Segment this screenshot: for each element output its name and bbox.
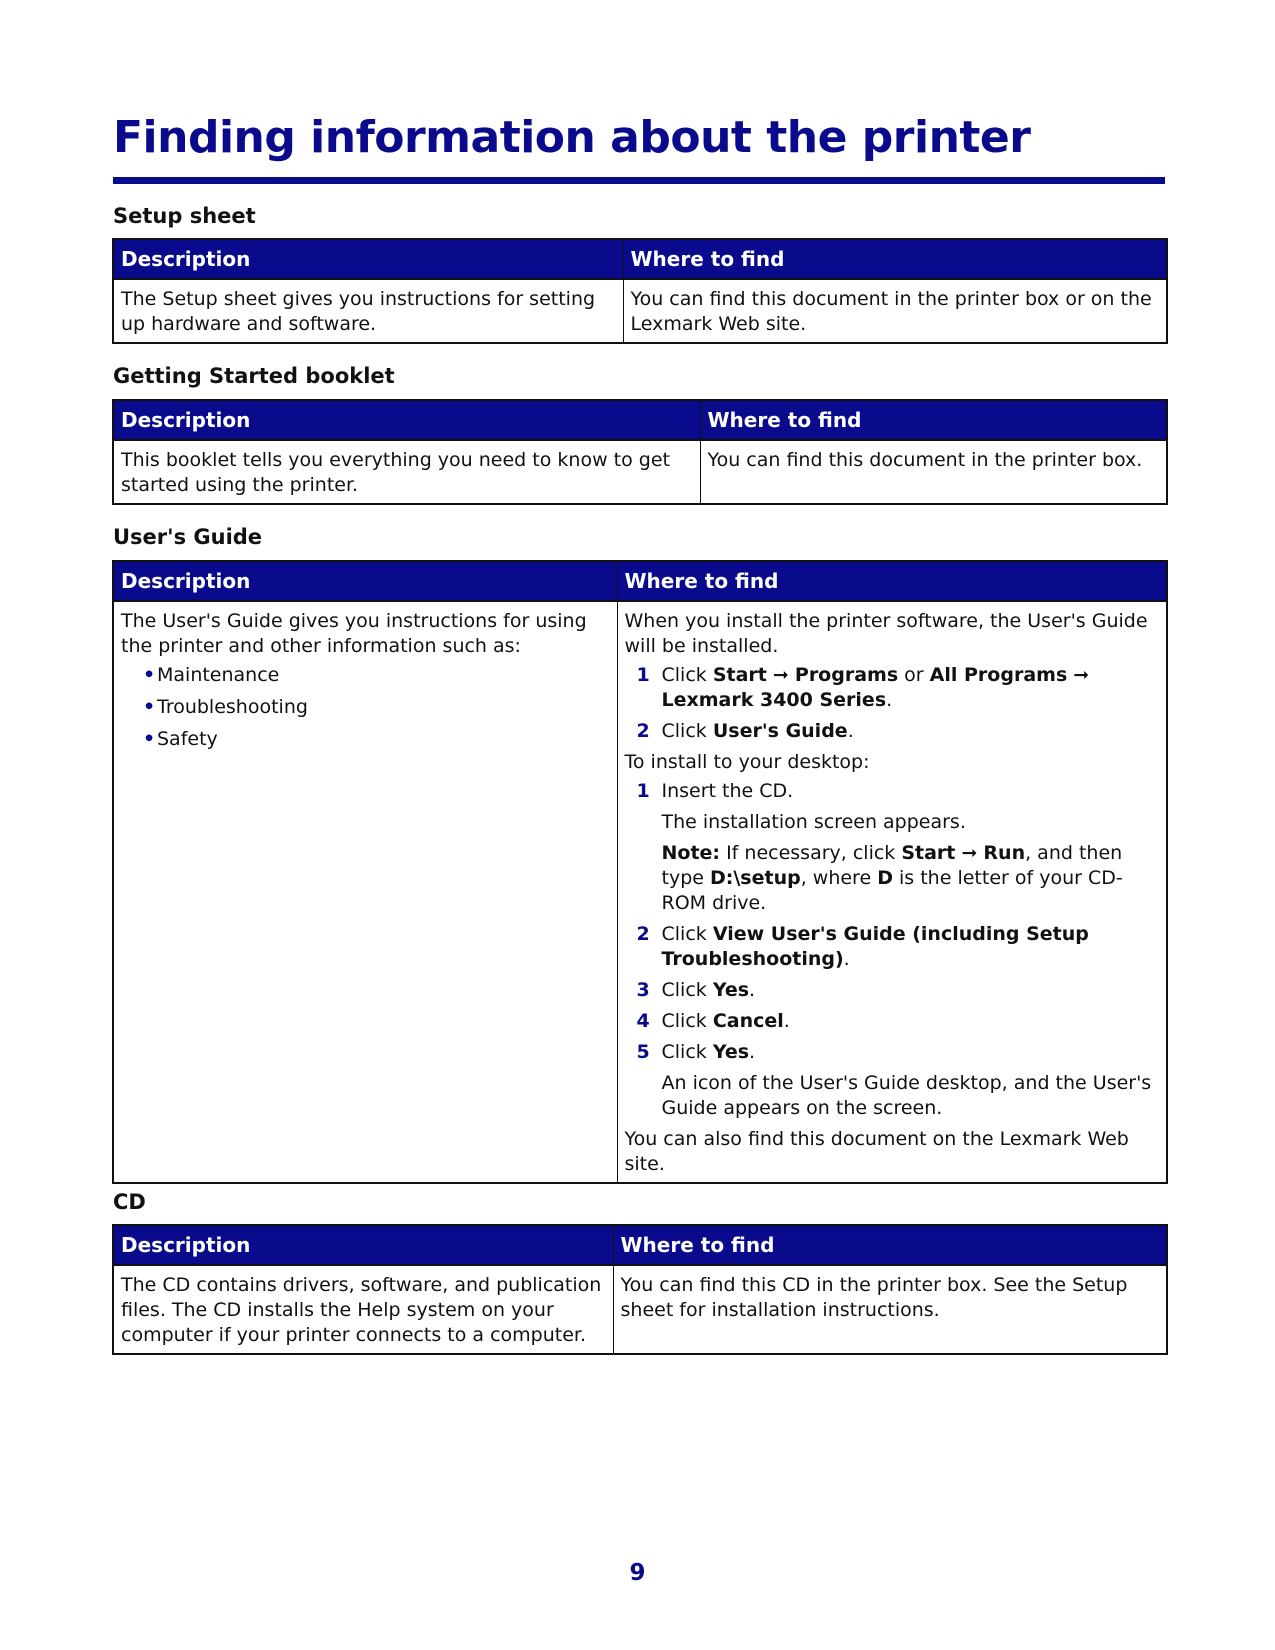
text-run: desktop, and the bbox=[919, 1072, 1093, 1094]
step-item bbox=[625, 663, 1160, 713]
ui-term-programs: Programs bbox=[794, 664, 899, 686]
arrow-right-icon: ➞ bbox=[772, 664, 789, 686]
topics-list bbox=[121, 663, 610, 752]
note bbox=[662, 841, 1160, 916]
setup-sheet-table bbox=[112, 238, 1168, 344]
text-run: . bbox=[886, 689, 893, 711]
setup-sheet-where-cell bbox=[623, 279, 1167, 343]
users-guide-description bbox=[121, 609, 610, 659]
text-run: Click bbox=[661, 1041, 713, 1063]
ui-term-yes: Yes bbox=[712, 979, 750, 1001]
setup-sheet-description bbox=[121, 287, 616, 337]
step-number: 4 bbox=[636, 1010, 650, 1032]
text-run: . bbox=[749, 979, 756, 1001]
list-item bbox=[143, 695, 610, 720]
list-item bbox=[143, 663, 610, 688]
table-row bbox=[113, 1265, 1167, 1354]
getting-started-where: You can find this document in the printer box. bbox=[707, 449, 1143, 471]
step-number: 1 bbox=[636, 780, 650, 802]
table-header-row bbox=[113, 1225, 1167, 1265]
cd-description: The CD contains drivers, software, and publication files. The CD installs the Help system on your computer if your printer connects to a computer. bbox=[121, 1274, 602, 1346]
column-header-where-to-find: Where to find bbox=[617, 561, 1167, 601]
table-row bbox=[113, 440, 1167, 504]
text-run: sheet gives you instructions for setting up hardware and software. bbox=[121, 288, 596, 335]
text-run: Click bbox=[661, 1010, 713, 1032]
getting-started-description: This booklet tells you everything you need to know to get started using the printer. bbox=[121, 449, 670, 496]
step-item bbox=[625, 779, 1160, 916]
list-item bbox=[143, 727, 610, 752]
list-item-label: Safety bbox=[157, 728, 218, 750]
step-number: 3 bbox=[636, 979, 650, 1001]
setup-sheet-description-cell bbox=[113, 279, 623, 343]
text-run: , where bbox=[800, 867, 878, 889]
list-item-label: Troubleshooting bbox=[157, 696, 308, 718]
column-header-where-to-find: Where to find bbox=[613, 1225, 1167, 1265]
text-run: The bbox=[121, 288, 163, 310]
document-name: Setup bbox=[162, 288, 218, 310]
text-run: gives you instructions for using the printer and other information such as: bbox=[121, 610, 587, 657]
getting-started-where-cell bbox=[700, 440, 1167, 504]
desktop-install-intro: To install to your desktop: bbox=[624, 751, 870, 773]
text-run: If necessary, click bbox=[720, 842, 902, 864]
ui-term-start: Start bbox=[901, 842, 956, 864]
column-header-where-to-find: Where to find bbox=[623, 239, 1167, 279]
column-header-where-to-find: Where to find bbox=[700, 400, 1167, 440]
title-rule bbox=[113, 177, 1165, 184]
drive-letter: D bbox=[877, 867, 893, 889]
text-run: . bbox=[783, 1010, 790, 1032]
table-header-row bbox=[113, 561, 1167, 601]
note-label: Note: bbox=[661, 842, 721, 864]
section-heading-setup-sheet: Setup sheet bbox=[113, 204, 256, 228]
document-name: User's Guide bbox=[1027, 610, 1148, 632]
text-run: Click bbox=[661, 664, 713, 686]
step-number: 5 bbox=[636, 1041, 650, 1063]
users-guide-where-cell bbox=[617, 601, 1167, 1183]
text-run: , and then type bbox=[661, 842, 1123, 889]
text-run: or bbox=[898, 664, 930, 686]
text-run: Click bbox=[661, 720, 713, 742]
text-run: . bbox=[843, 948, 850, 970]
getting-started-description-cell bbox=[113, 440, 700, 504]
step-item bbox=[625, 719, 1160, 744]
desktop-steps-list bbox=[625, 779, 1160, 1121]
getting-started-table bbox=[112, 399, 1168, 505]
table-header-row bbox=[113, 239, 1167, 279]
document-name: User's Guide bbox=[661, 1072, 1152, 1119]
cd-table bbox=[112, 1224, 1168, 1355]
step-item bbox=[625, 1009, 1160, 1034]
text-run: Click bbox=[661, 979, 713, 1001]
table-header-row bbox=[113, 400, 1167, 440]
document-name: User's Guide bbox=[799, 1072, 920, 1094]
table-row bbox=[113, 601, 1167, 1183]
arrow-right-icon: ➞ bbox=[1073, 664, 1090, 686]
text-run: Click bbox=[661, 923, 713, 945]
step-number: 1 bbox=[636, 664, 650, 686]
section-heading-users-guide: User's Guide bbox=[113, 525, 263, 549]
list-item-label: Maintenance bbox=[157, 664, 280, 686]
arrow-right-icon: ➞ bbox=[961, 842, 978, 864]
bullet-icon: • bbox=[143, 728, 156, 750]
text-run: The bbox=[121, 610, 163, 632]
ui-term-all-programs: All Programs bbox=[929, 664, 1068, 686]
text-run: is the letter of your CD-ROM drive. bbox=[661, 867, 1123, 914]
bullet-icon: • bbox=[143, 696, 156, 718]
step-item bbox=[625, 922, 1160, 972]
column-header-description: Description bbox=[113, 239, 623, 279]
text-run: When you install the printer software, the bbox=[624, 610, 1028, 632]
cd-where bbox=[621, 1273, 1160, 1323]
section-heading-cd: CD bbox=[113, 1190, 146, 1214]
section-heading-getting-started: Getting Started booklet bbox=[113, 364, 395, 388]
document-name: User's Guide bbox=[162, 610, 283, 632]
ui-term-run: Run bbox=[983, 842, 1026, 864]
ui-term-users-guide: User's Guide bbox=[712, 720, 848, 742]
page-number: 9 bbox=[629, 1560, 646, 1586]
ui-term-view-users-guide: View User's Guide (including Setup Troubleshooting) bbox=[661, 923, 1089, 970]
command-text: D:\setup bbox=[709, 867, 801, 889]
text-run: You can find this CD in the printer box. See the bbox=[620, 1274, 1073, 1296]
step-item bbox=[625, 978, 1160, 1003]
page-title: Finding information about the printer bbox=[113, 112, 1031, 163]
users-guide-where-intro bbox=[625, 609, 1160, 659]
cd-description-cell bbox=[113, 1265, 613, 1354]
column-header-description: Description bbox=[113, 400, 700, 440]
step-item bbox=[625, 1040, 1160, 1121]
step-result: The installation screen appears. bbox=[661, 811, 966, 833]
ui-term-cancel: Cancel bbox=[712, 1010, 784, 1032]
text-run: . bbox=[749, 1041, 756, 1063]
step-text: Insert the CD. bbox=[661, 780, 794, 802]
table-row bbox=[113, 279, 1167, 343]
bullet-icon: • bbox=[143, 664, 156, 686]
users-guide-description-cell bbox=[113, 601, 617, 1183]
text-run: appears on the screen. bbox=[717, 1097, 943, 1119]
users-guide-table bbox=[112, 560, 1168, 1184]
text-run: An icon of the bbox=[661, 1072, 800, 1094]
document-name: Setup bbox=[1072, 1274, 1128, 1296]
step-number: 2 bbox=[636, 923, 650, 945]
setup-sheet-where: You can find this document in the printer box or on the Lexmark Web site. bbox=[630, 288, 1152, 335]
ui-term-yes: Yes bbox=[712, 1041, 750, 1063]
cd-where-cell bbox=[613, 1265, 1167, 1354]
text-run: sheet for installation instructions. bbox=[620, 1299, 940, 1321]
step-result bbox=[662, 1071, 1160, 1121]
text-run: . bbox=[847, 720, 854, 742]
column-header-description: Description bbox=[113, 1225, 613, 1265]
column-header-description: Description bbox=[113, 561, 617, 601]
step-number: 2 bbox=[636, 720, 650, 742]
ui-term-lexmark-series: Lexmark 3400 Series bbox=[661, 689, 887, 711]
users-guide-where-outro: You can also find this document on the Lexmark Web site. bbox=[624, 1128, 1129, 1175]
text-run: will be installed. bbox=[624, 635, 779, 657]
install-steps-list bbox=[625, 663, 1160, 744]
ui-term-start: Start bbox=[712, 664, 767, 686]
